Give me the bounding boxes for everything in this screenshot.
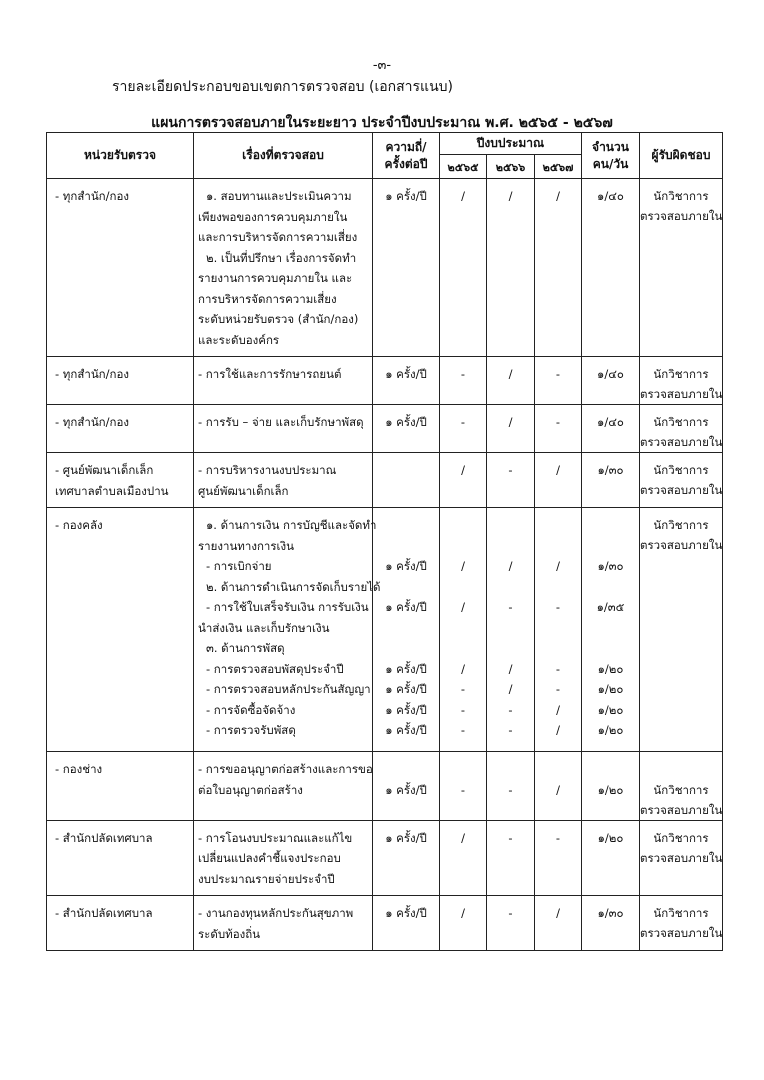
header-frequency-line1: ความถี่/ xyxy=(385,139,427,154)
header-budget-year: ปีงบประมาณ xyxy=(440,133,582,155)
table-row xyxy=(47,896,723,951)
year-2565-cell: - xyxy=(440,752,487,821)
year-2567-cell: / xyxy=(535,896,582,951)
responsible-cell: นักวิชาการ ตรวจสอบภายใน xyxy=(640,752,723,821)
year-2567-cell: / xyxy=(535,752,582,821)
frequency-cell: ๑ ครั้ง/ปี xyxy=(373,357,440,405)
page-number: -๓- xyxy=(372,58,392,73)
header-unit: หน่วยรับตรวจ xyxy=(47,133,194,179)
year-2566-cell: / xyxy=(487,357,535,405)
responsible-cell: นักวิชาการ ตรวจสอบภายใน xyxy=(640,179,723,357)
header-year-2567: ๒๕๖๗ xyxy=(535,155,582,179)
header-topic: เรื่องที่ตรวจสอบ xyxy=(194,133,373,179)
audit-plan-table xyxy=(46,132,723,951)
year-2566-cell: - xyxy=(487,453,535,508)
topic-cell: - การใช้และการรักษารถยนต์ xyxy=(194,357,373,405)
frequency-cell: ๑ ครั้ง/ปี xyxy=(373,896,440,951)
responsible-cell: นักวิชาการ ตรวจสอบภายใน xyxy=(640,453,723,508)
table-row xyxy=(47,179,723,357)
frequency-cell: ๑ ครั้ง/ปี ๑ ครั้ง/ปี ๑ ครั้ง/ปี ๑ ครั้ง/ปี ๑ ครั้ง/ปี ๑ ครั้ง/ปี xyxy=(373,508,440,752)
year-2565-cell: / xyxy=(440,179,487,357)
year-2566-cell: - xyxy=(487,820,535,896)
days-cell: ๑/๔๐ xyxy=(582,179,640,357)
frequency-cell: ๑ ครั้ง/ปี xyxy=(373,405,440,453)
year-2566-cell: / xyxy=(487,179,535,357)
header-frequency-line2: ครั้งต่อปี xyxy=(384,156,428,171)
table-row xyxy=(47,405,723,453)
year-2566-cell: / xyxy=(487,405,535,453)
topic-cell: - การรับ – จ่าย และเก็บรักษาพัสดุ xyxy=(194,405,373,453)
topic-cell: - การโอนงบประมาณและแก้ไข เปลี่ยนแปลงคำชี้แจงประกอบ งบประมาณรายจ่ายประจำปี xyxy=(194,820,373,896)
days-cell: ๑/๔๐ xyxy=(582,357,640,405)
frequency-cell: ๑ ครั้ง/ปี xyxy=(373,179,440,357)
intro-text: รายละเอียดประกอบขอบเขตการตรวจสอบ (เอกสารแนบ) xyxy=(112,79,454,95)
year-2565-cell: / / / - - - xyxy=(440,508,487,752)
header-frequency xyxy=(373,133,440,179)
year-2566-cell: - xyxy=(487,752,535,821)
year-2565-cell: - xyxy=(440,405,487,453)
year-2565-cell: / xyxy=(440,820,487,896)
year-2567-cell: / - - - / / xyxy=(535,508,582,752)
responsible-cell: นักวิชาการ ตรวจสอบภายใน xyxy=(640,405,723,453)
unit-cell: - กองช่าง xyxy=(47,752,194,821)
days-cell: ๑/๓๐ xyxy=(582,453,640,508)
table-row xyxy=(47,453,723,508)
header-days-line1: จำนวน xyxy=(592,139,629,154)
table-row xyxy=(47,820,723,896)
header-days xyxy=(582,133,640,179)
unit-cell: - กองคลัง xyxy=(47,508,194,752)
year-2567-cell: / xyxy=(535,453,582,508)
days-cell: ๑/๓๐ ๑/๓๕ ๑/๒๐ ๑/๒๐ ๑/๒๐ ๑/๒๐ xyxy=(582,508,640,752)
year-2567-cell: - xyxy=(535,357,582,405)
unit-cell: - สำนักปลัดเทศบาล xyxy=(47,896,194,951)
topic-cell: ๑. สอบทานและประเมินความ เพียงพอของการควบคุมภายใน และการบริหารจัดการความเสี่ยง ๒. เป็นที่ปรึกษา เรื่องการจัดทำ รายงานการควบคุมภายใน และ การบริหารจัดการความเสี่ยง ระดับหน่วยรับตรวจ (สำนัก/กอง) และระดับองค์กร xyxy=(194,179,373,357)
header-responsible: ผู้รับผิดชอบ xyxy=(640,133,723,179)
year-2565-cell: - xyxy=(440,357,487,405)
responsible-cell: นักวิชาการ ตรวจสอบภายใน xyxy=(640,508,723,752)
days-cell: ๑/๒๐ xyxy=(582,820,640,896)
topic-cell: - การขออนุญาตก่อสร้างและการขอ ต่อใบอนุญาตก่อสร้าง xyxy=(194,752,373,821)
header-year-2566: ๒๕๖๖ xyxy=(487,155,535,179)
year-2565-cell: / xyxy=(440,896,487,951)
year-2567-cell: - xyxy=(535,405,582,453)
unit-cell: - ทุกสำนัก/กอง xyxy=(47,357,194,405)
unit-cell: - ทุกสำนัก/กอง xyxy=(47,405,194,453)
frequency-cell: ๑ ครั้ง/ปี xyxy=(373,820,440,896)
topic-cell: - งานกองทุนหลักประกันสุขภาพ ระดับท้องถิ่น xyxy=(194,896,373,951)
topic-cell: ๑. ด้านการเงิน การบัญชีและจัดทำ รายงานทางการเงิน - การเบิกจ่าย ๒. ด้านการดำเนินการจัดเก็บรายได้ - การใช้ใบเสร็จรับเงิน การรับเงิน นำส่งเงิน และเก็บรักษาเงิน ๓. ด้านการพัสดุ - การตรวจสอบพัสดุประจำปี - การตรวจสอบหลักประกันสัญญา - การจัดซื้อจัดจ้าง - การตรวจรับพัสดุ xyxy=(194,508,373,752)
header-year-2565: ๒๕๖๕ xyxy=(440,155,487,179)
frequency-cell xyxy=(373,453,440,508)
year-2566-cell: - xyxy=(487,896,535,951)
year-2565-cell: / xyxy=(440,453,487,508)
responsible-cell: นักวิชาการ ตรวจสอบภายใน xyxy=(640,357,723,405)
unit-cell: - ทุกสำนัก/กอง xyxy=(47,179,194,357)
days-cell: ๑/๔๐ xyxy=(582,405,640,453)
table-row xyxy=(47,752,723,821)
year-2566-cell: / - / / - - xyxy=(487,508,535,752)
year-2567-cell: / xyxy=(535,179,582,357)
frequency-cell: ๑ ครั้ง/ปี xyxy=(373,752,440,821)
table-row xyxy=(47,357,723,405)
days-cell: ๑/๓๐ xyxy=(582,896,640,951)
plan-title: แผนการตรวจสอบภายในระยะยาว ประจำปีงบประมาณ พ.ศ. ๒๕๖๕ - ๒๕๖๗ xyxy=(151,115,613,131)
header-days-line2: คน/วัน xyxy=(592,156,629,171)
unit-cell: - สำนักปลัดเทศบาล xyxy=(47,820,194,896)
responsible-cell: นักวิชาการ ตรวจสอบภายใน xyxy=(640,896,723,951)
responsible-cell: นักวิชาการ ตรวจสอบภายใน xyxy=(640,820,723,896)
table-row xyxy=(47,508,723,752)
unit-cell: - ศูนย์พัฒนาเด็กเล็ก เทศบาลตำบลเมืองปาน xyxy=(47,453,194,508)
days-cell: ๑/๒๐ xyxy=(582,752,640,821)
year-2567-cell: - xyxy=(535,820,582,896)
topic-cell: - การบริหารงานงบประมาณ ศูนย์พัฒนาเด็กเล็ก xyxy=(194,453,373,508)
